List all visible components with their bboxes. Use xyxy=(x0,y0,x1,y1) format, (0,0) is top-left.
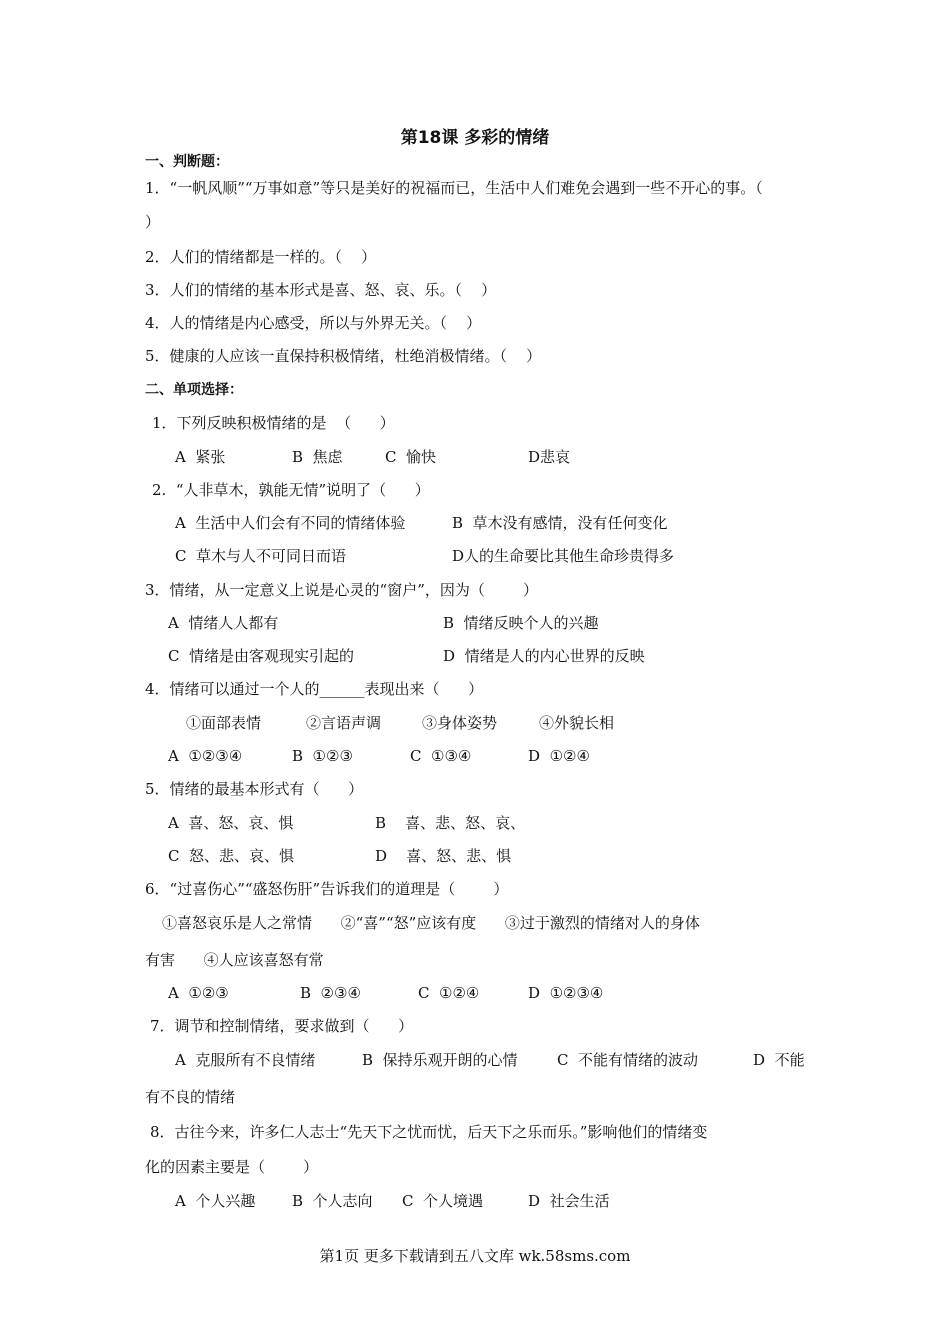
question-6-stem: 6．“过喜伤心”“盛怒伤肝”告诉我们的道理是（ ） xyxy=(145,880,509,898)
question-7-option-c: C 不能有情绪的波动 xyxy=(557,1051,699,1069)
question-1-option-b: B 焦虑 xyxy=(292,448,343,466)
question-6-option-d: D ①②③④ xyxy=(528,984,604,1002)
question-3-option-b: B 情绪反映个人的兴趣 xyxy=(443,614,599,632)
question-1-option-d: D悲哀 xyxy=(528,448,571,466)
question-4-stem: 4．情绪可以通过一个人的______表现出来（ ） xyxy=(145,680,484,698)
question-3-stem: 3．情绪，从一定意义上说是心灵的“窗户”，因为（ ） xyxy=(145,581,539,599)
question-2-option-b: B 草木没有感情，没有任何变化 xyxy=(452,514,668,532)
question-4-choice-1: ①面部表情 xyxy=(186,714,262,732)
question-8-option-a: A 个人兴趣 xyxy=(175,1192,256,1210)
question-7-option-d-cont: 有不良的情绪 xyxy=(145,1088,236,1106)
question-4-option-d: D ①②④ xyxy=(528,747,590,765)
section-heading-judgment: 一、判断题： xyxy=(145,154,229,170)
question-7-option-a: A 克服所有不良情绪 xyxy=(175,1051,316,1069)
question-7-stem: 7．调节和控制情绪，要求做到（ ） xyxy=(150,1017,414,1035)
question-8-option-d: D 社会生活 xyxy=(528,1192,610,1210)
question-1-stem: 1．下列反映积极情绪的是 （ ） xyxy=(152,414,395,432)
question-2-stem: 2. “人非草木，孰能无情”说明了（ ） xyxy=(152,481,430,499)
judgment-item-5: 5．健康的人应该一直保持积极情绪，杜绝消极情绪。（ ） xyxy=(145,347,542,365)
question-8-stem: 8．古往今来，许多仁人志士“先天下之忧而忧，后天下之乐而乐。”影响他们的情绪变 xyxy=(150,1123,708,1141)
question-3-option-d: D 情绪是人的内心世界的反映 xyxy=(443,647,645,665)
question-2-option-c: C 草木与人不可同日而语 xyxy=(175,547,347,565)
question-2-option-d: D人的生命要比其他生命珍贵得多 xyxy=(452,547,675,565)
question-5-option-d: D 喜、怒、悲、惧 xyxy=(375,847,512,865)
question-3-option-c: C 情绪是由客观现实引起的 xyxy=(168,647,355,665)
question-6-option-c: C ①②④ xyxy=(418,984,480,1002)
question-5-stem: 5．情绪的最基本形式有（ ） xyxy=(145,780,364,798)
question-6-option-a: A ①②③ xyxy=(168,984,229,1002)
question-8-stem-cont: 化的因素主要是（ ） xyxy=(145,1158,319,1176)
question-5-option-a: A 喜、怒、哀、惧 xyxy=(168,814,294,832)
question-8-option-b: B 个人志向 xyxy=(292,1192,373,1210)
question-5-option-c: C 怒、悲、哀、惧 xyxy=(168,847,295,865)
question-4-option-c: C ①③④ xyxy=(410,747,472,765)
judgment-item-2: 2．人们的情绪都是一样的。（ ） xyxy=(145,248,377,266)
question-2-option-a: A 生活中人们会有不同的情绪体验 xyxy=(175,514,406,532)
question-1-option-a: A 紧张 xyxy=(175,448,226,466)
question-7-option-b: B 保持乐观开朗的心情 xyxy=(362,1051,518,1069)
question-3-option-a: A 情绪人人都有 xyxy=(168,614,279,632)
page-footer: 第1页 更多下载请到五八文库 wk.58sms.com xyxy=(319,1247,631,1265)
question-6-choices: ①喜怒哀乐是人之常情 ②“喜”“怒”应该有度 ③过于激烈的情绪对人的身体 xyxy=(162,914,700,932)
question-8-option-c: C 个人境遇 xyxy=(402,1192,484,1210)
question-4-choice-4: ④外貌长相 xyxy=(539,714,615,732)
judgment-item-3: 3．人们的情绪的基本形式是喜、怒、哀、乐。（ ） xyxy=(145,281,497,299)
page-title: 第18课 多彩的情绪 xyxy=(400,128,550,148)
judgment-item-4: 4．人的情绪是内心感受，所以与外界无关。（ ） xyxy=(145,314,482,332)
question-7-option-d: D 不能 xyxy=(753,1051,805,1069)
question-1-option-c: C 愉快 xyxy=(385,448,437,466)
question-6-option-b: B ②③④ xyxy=(300,984,361,1002)
question-4-choice-3: ③身体姿势 xyxy=(422,714,498,732)
question-4-option-a: A ①②③④ xyxy=(168,747,243,765)
question-4-option-b: B ①②③ xyxy=(292,747,353,765)
judgment-item-1: 1．“一帆风顺”“万事如意”等只是美好的祝福而已，生活中人们难免会遇到一些不开心的事。（ xyxy=(145,179,763,197)
judgment-item-1-cont: ） xyxy=(145,213,161,231)
question-5-option-b: B 喜、悲、怒、哀、 xyxy=(375,814,526,832)
question-4-choice-2: ②言语声调 xyxy=(306,714,382,732)
question-6-choices-cont: 有害 ④人应该喜怒有常 xyxy=(145,951,324,969)
section-heading-choice: 二、单项选择： xyxy=(145,382,243,398)
